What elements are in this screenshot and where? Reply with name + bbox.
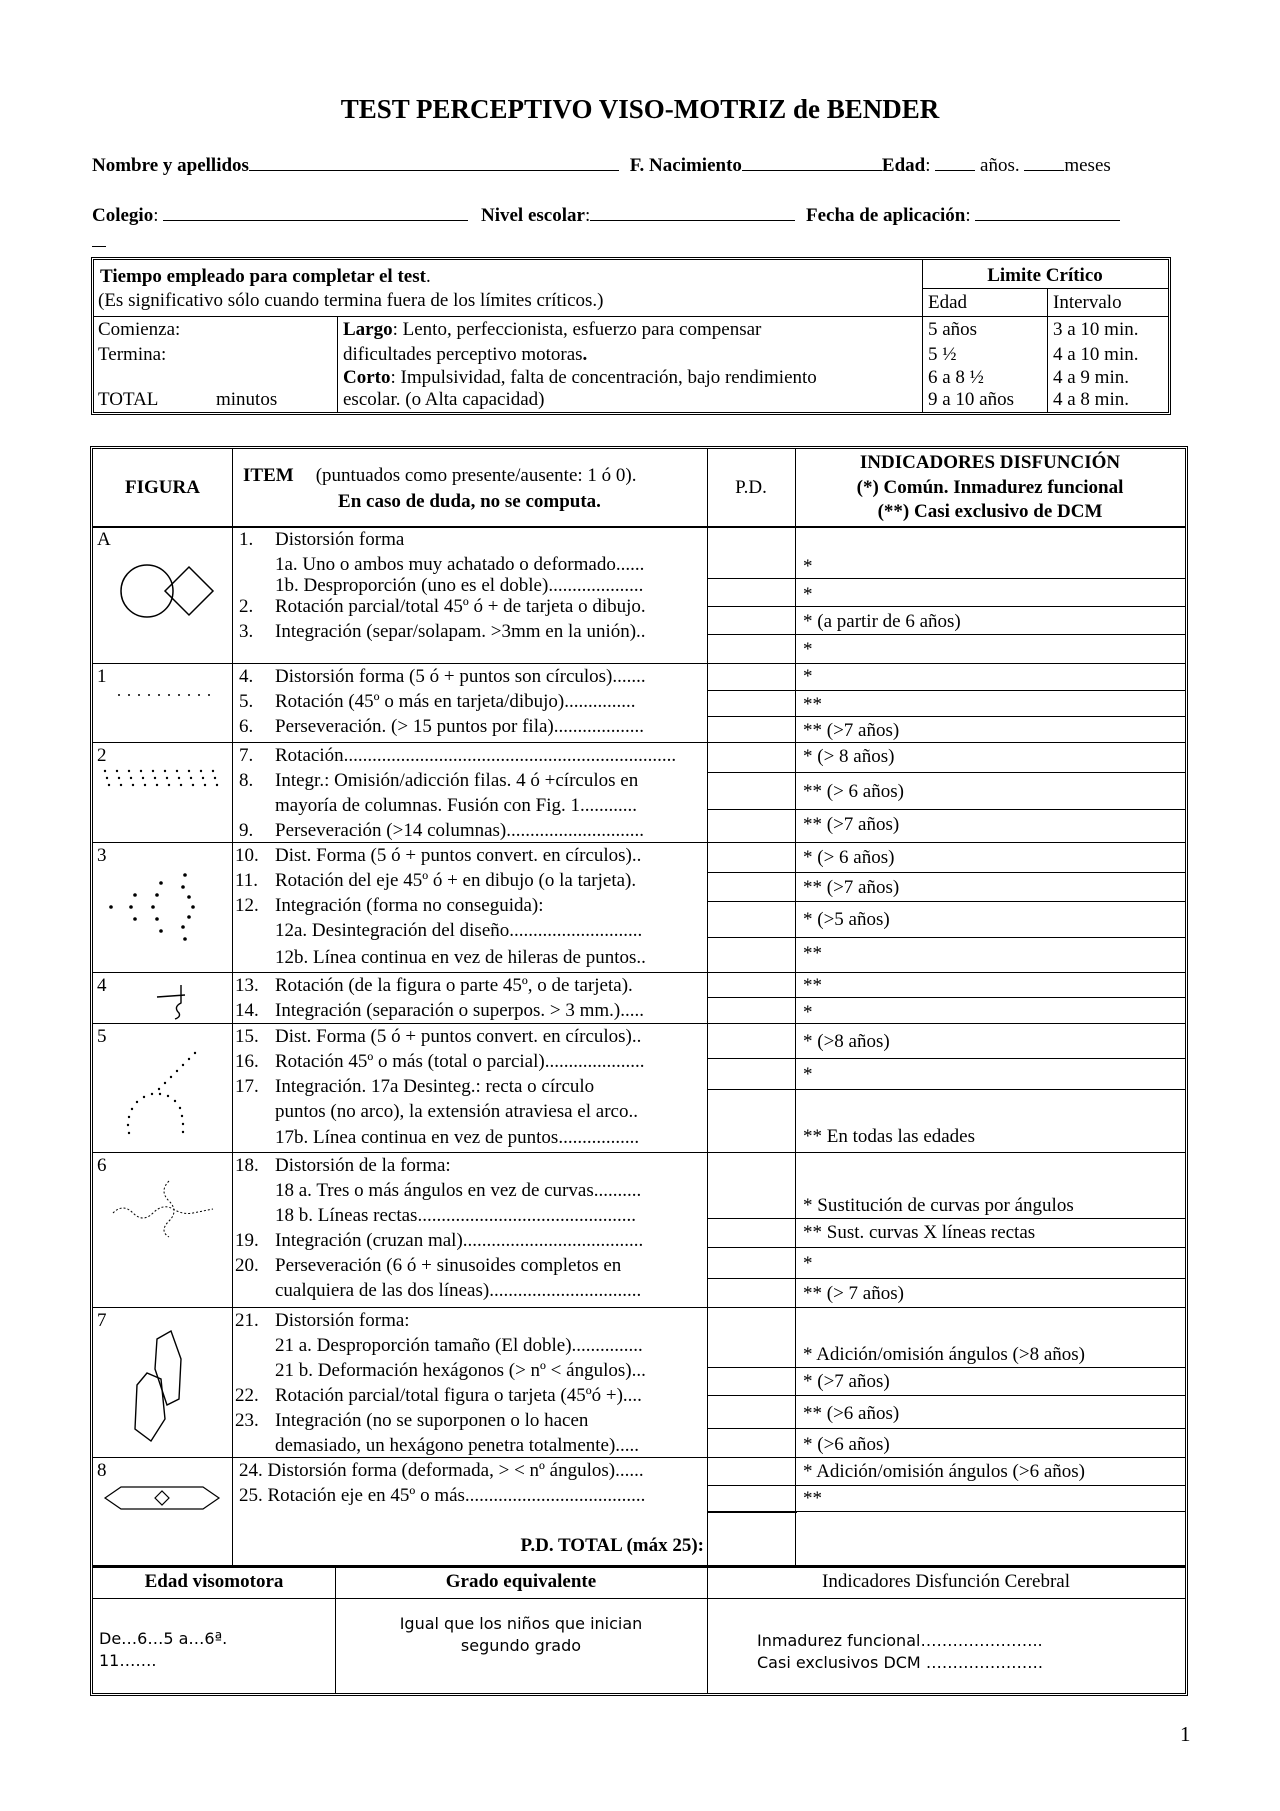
item-text: 18 b. Líneas rectas.............................................. — [275, 1205, 636, 1226]
indicadores-disfuncion-header: Indicadores Disfunción Cerebral — [822, 1571, 1070, 1592]
meses-label: meses — [1064, 155, 1111, 176]
item-text: Integración. 17a Desinteg.: recta o círculo — [275, 1076, 595, 1097]
item-text: Dist. Forma (5 ó + puntos convert. en círculos).. — [275, 845, 642, 866]
item-text: 17b. Línea continua en vez de puntos................. — [275, 1127, 640, 1148]
edad-visomotora-value-2: 11……. — [99, 1651, 157, 1670]
item-number: 6. — [239, 716, 254, 737]
item-text: Integración (cruzan mal)...................................... — [275, 1230, 644, 1251]
indicator: * (>8 años) — [803, 1031, 890, 1052]
figure-label-2: 2 — [97, 745, 107, 766]
page-number: 1 — [1180, 1722, 1191, 1746]
limit-edad-3: 6 a 8 ½ — [928, 367, 984, 388]
item-text: 25. Rotación eje en 45º o más...................................... — [239, 1485, 646, 1506]
item-text: Dist. Forma (5 ó + puntos convert. en círculos).. — [275, 1026, 642, 1047]
info-row-school — [92, 205, 1178, 227]
colegio-label: Colegio — [92, 205, 154, 226]
figure-label-8: 8 — [97, 1460, 107, 1481]
indicator: * (> 6 años) — [803, 847, 895, 868]
item-text: Distorsión forma — [275, 529, 405, 550]
termina-label: Termina: — [98, 344, 167, 365]
indicator: * — [803, 639, 813, 660]
item-number: 7. — [239, 745, 254, 766]
item-text: 12b. Línea continua en vez de hileras de puntos.. — [275, 947, 646, 968]
indicator: ** (> 7 años) — [803, 1283, 904, 1304]
item-text: 24. Distorsión forma (deformada, > < nº ángulos)...... — [239, 1460, 644, 1481]
minutos-label: minutos — [216, 389, 278, 410]
item-text: demasiado, un hexágono penetra totalmente)..... — [275, 1435, 640, 1456]
edad-visomotora-header: Edad visomotora — [144, 1571, 284, 1592]
edad-anos-field[interactable] — [935, 155, 975, 171]
limit-intervalo-1: 3 a 10 min. — [1053, 319, 1139, 340]
item-text: cualquiera de las dos líneas)................................ — [275, 1280, 642, 1301]
item-number: 3. — [239, 621, 254, 642]
item-text: Distorsión forma: — [275, 1310, 410, 1331]
figure-label-4: 4 — [97, 975, 107, 996]
edad-meses-field[interactable] — [1024, 155, 1064, 171]
item-number: 9. — [239, 820, 254, 841]
limit-edad-2: 5 ½ — [928, 344, 957, 365]
item-text: Integración (no se suporponen o lo hacen — [275, 1410, 589, 1431]
corto-text: Corto: Impulsividad, falta de concentración, bajo rendimiento — [343, 367, 817, 388]
item-number: 4. — [239, 666, 254, 687]
fecha-label: Fecha de aplicación — [805, 205, 966, 226]
item-number: 1. — [239, 529, 254, 550]
nivel-field[interactable] — [590, 205, 795, 221]
item-text: Distorsión de la forma: — [275, 1155, 451, 1176]
item-number: 19. — [235, 1230, 259, 1251]
item-text: Rotación...................................................................... — [275, 745, 677, 766]
item-text: Perseveración (6 ó + sinusoides completos en — [275, 1255, 622, 1276]
grado-equivalente-value-1: Igual que los niños que inician — [399, 1614, 643, 1633]
item-text: 18 a. Tres o más ángulos en vez de curvas.......... — [275, 1180, 642, 1201]
nombre-field[interactable] — [249, 155, 619, 171]
item-text: Integr.: Omisión/adicción filas. 4 ó +círculos en — [275, 770, 639, 791]
stray-underline — [92, 246, 106, 247]
item-number: 18. — [235, 1155, 259, 1176]
colegio-colon: : — [153, 205, 159, 226]
indicator: ** (>7 años) — [803, 720, 900, 741]
item-number: 23. — [235, 1410, 259, 1431]
nivel-colon: : — [584, 205, 591, 226]
figure-a-circle-diamond-icon — [107, 551, 217, 631]
item-text: mayoría de columnas. Fusión con Fig. 1............ — [275, 795, 638, 816]
figure-1-dots-icon — [115, 689, 215, 701]
indicator: ** — [803, 694, 822, 715]
item-text: Distorsión forma (5 ó + puntos son círculos)....... — [275, 666, 646, 687]
item-number: 17. — [235, 1076, 259, 1097]
fecha-colon: : — [965, 205, 971, 226]
info-row-name — [92, 155, 1178, 177]
figure-label-5: 5 — [97, 1026, 107, 1047]
edad-visomotora-value-1: De…6…5 a…6ª. — [99, 1629, 228, 1648]
item-number: 20. — [235, 1255, 259, 1276]
nacimiento-field[interactable] — [742, 155, 882, 171]
indicator: * — [803, 584, 813, 605]
indicator: ** — [803, 943, 822, 964]
figure-label-a: A — [97, 529, 111, 550]
figure-6-sinusoid-icon — [111, 1179, 221, 1239]
indicator: ** — [803, 1488, 822, 1509]
item-text: 1a. Uno o ambos muy achatado o deformado...... — [275, 554, 645, 575]
item-text: Integración (separ/solapam. >3mm en la unión).. — [275, 621, 646, 642]
indicator: * (> 8 años) — [803, 746, 895, 767]
limit-intervalo-3: 4 a 9 min. — [1053, 367, 1129, 388]
indicadores-header-2: (*) Común. Inmadurez funcional — [856, 477, 1124, 498]
inmadurez-funcional-value: Inmadurez funcional………………….. — [757, 1631, 1043, 1650]
item-number: 15. — [235, 1026, 259, 1047]
item-text: Rotación parcial/total 45º ó + de tarjeta o dibujo. — [275, 596, 646, 617]
figure-label-1: 1 — [97, 666, 107, 687]
corto-text-2: escolar. (o Alta capacidad) — [343, 389, 545, 410]
item-text: Rotación (45º o más en tarjeta/dibujo)............... — [275, 691, 636, 712]
time-note: (Es significativo sólo cuando termina fuera de los límites críticos.) — [98, 290, 604, 311]
item-text: Integración (forma no conseguida): — [275, 895, 544, 916]
col-edad-header: Edad — [928, 292, 968, 313]
item-text: Rotación parcial/total figura o tarjeta (45ºó +).... — [275, 1385, 642, 1406]
col-item-header: ITEM (puntuados como presente/ausente: 1 ó 0). — [243, 465, 637, 486]
nacimiento-label: F. Nacimiento — [629, 155, 742, 176]
indicator: * Adición/omisión ángulos (>6 años) — [803, 1461, 1085, 1482]
figure-5-dotted-arc-icon — [123, 1049, 203, 1139]
total-label: TOTAL — [98, 389, 159, 410]
item-number: 21. — [235, 1310, 259, 1331]
limit-intervalo-2: 4 a 10 min. — [1053, 344, 1139, 365]
figure-8-hexagon-diamond-icon — [103, 1483, 223, 1513]
grado-equivalente-header: Grado equivalente — [445, 1571, 597, 1592]
item-text: Rotación (de la figura o parte 45º, o de tarjeta). — [275, 975, 633, 996]
indicator: * Adición/omisión ángulos (>8 años) — [803, 1344, 1085, 1365]
indicadores-header-3: (**) Casi exclusivo de DCM — [877, 501, 1103, 522]
nivel-label: Nivel escolar — [481, 205, 585, 226]
indicator: ** (>6 años) — [803, 1403, 900, 1424]
item-text: Rotación 45º o más (total o parcial)..................... — [275, 1051, 645, 1072]
item-number: 8. — [239, 770, 254, 791]
limit-intervalo-4: 4 a 8 min. — [1053, 389, 1129, 410]
item-text: puntos (no arco), la extensión atraviesa el arco.. — [275, 1101, 638, 1122]
limite-critico-heading: Limite Crítico — [987, 265, 1103, 286]
pd-total-field[interactable] — [709, 1513, 793, 1563]
item-text: Perseveración (>14 columnas)............................. — [275, 820, 644, 841]
limit-edad-4: 9 a 10 años — [928, 389, 1015, 410]
figure-label-6: 6 — [97, 1155, 107, 1176]
item-number: 14. — [235, 1000, 259, 1021]
indicator: * (>6 años) — [803, 1434, 890, 1455]
indicator: ** (>7 años) — [803, 814, 900, 835]
figure-4-curve-icon — [151, 981, 201, 1021]
colegio-field[interactable] — [163, 205, 468, 221]
nombre-label: Nombre y apellidos — [92, 155, 249, 176]
col-intervalo-header: Intervalo — [1053, 292, 1122, 313]
anos-label: años. — [980, 155, 1020, 176]
indicator: ** Sust. curvas X líneas rectas — [803, 1222, 1036, 1243]
col-item-subheader: En caso de duda, no se computa. — [338, 491, 601, 512]
indicator: * Sustitución de curvas por ángulos — [803, 1195, 1074, 1216]
item-number: 11. — [235, 870, 259, 891]
indicator: * (>5 años) — [803, 909, 890, 930]
figure-label-3: 3 — [97, 845, 107, 866]
indicator: ** (> 6 años) — [803, 781, 904, 802]
item-text: Integración (separación o superpos. > 3 mm.)..... — [275, 1000, 644, 1021]
indicator: * — [803, 666, 813, 687]
item-text: Rotación del eje 45º ó + en dibujo (o la tarjeta). — [275, 870, 637, 891]
grado-equivalente-value-2: segundo grado — [460, 1636, 582, 1655]
indicator: * (>7 años) — [803, 1371, 890, 1392]
item-number: 13. — [235, 975, 259, 996]
col-figura-header: FIGURA — [125, 477, 200, 498]
indicator: ** En todas las edades — [803, 1126, 976, 1147]
item-text: 21 a. Desproporción tamaño (El doble)............... — [275, 1335, 643, 1356]
page-title: TEST PERCEPTIVO VISO-MOTRIZ de BENDER — [340, 94, 940, 124]
scoring-table — [90, 446, 1188, 1696]
indicadores-header-1: INDICADORES DISFUNCIÓN — [859, 452, 1121, 473]
item-number: 10. — [235, 845, 259, 866]
item-number: 2. — [239, 596, 254, 617]
indicator: * — [803, 1253, 813, 1274]
indicator: * — [803, 1002, 813, 1023]
largo-text-2: dificultades perceptivo motoras. — [343, 344, 588, 365]
item-text: 1b. Desproporción (uno es el doble).................... — [275, 575, 644, 596]
comienza-label: Comienza: — [98, 319, 181, 340]
indicator: ** (>7 años) — [803, 877, 900, 898]
figure-label-7: 7 — [97, 1310, 107, 1331]
item-number: 22. — [235, 1385, 259, 1406]
item-number: 5. — [239, 691, 254, 712]
figure-3-arrow-dots-icon — [103, 871, 223, 943]
edad-colon: : — [925, 155, 931, 176]
item-text: Perseveración. (> 15 puntos por fila)................... — [275, 716, 644, 737]
item-number: 16. — [235, 1051, 259, 1072]
time-table — [91, 257, 1171, 415]
pd-total-label: P.D. TOTAL (máx 25): — [520, 1535, 704, 1556]
figure-2-columns-icon — [101, 765, 226, 793]
figure-7-hexagons-icon — [121, 1329, 201, 1444]
col-pd-header: P.D. — [735, 477, 767, 498]
largo-text: Largo: Lento, perfeccionista, esfuerzo para compensar — [343, 319, 762, 340]
indicator: * — [803, 1064, 813, 1085]
item-text: 12a. Desintegración del diseño............................ — [275, 920, 643, 941]
time-heading: Tiempo empleado para completar el test. — [100, 266, 431, 287]
edad-label: Edad — [881, 155, 926, 176]
item-number: 12. — [235, 895, 259, 916]
item-text: 21 b. Deformación hexágonos (> nº < ángulos)... — [275, 1360, 646, 1381]
indicator: * (a partir de 6 años) — [803, 611, 961, 632]
indicator: * — [803, 556, 813, 577]
casi-exclusivos-dcm-value: Casi exclusivos DCM …………………. — [757, 1653, 1043, 1672]
fecha-field[interactable] — [975, 205, 1120, 221]
indicator: ** — [803, 975, 822, 996]
limit-edad-1: 5 años — [928, 319, 978, 340]
